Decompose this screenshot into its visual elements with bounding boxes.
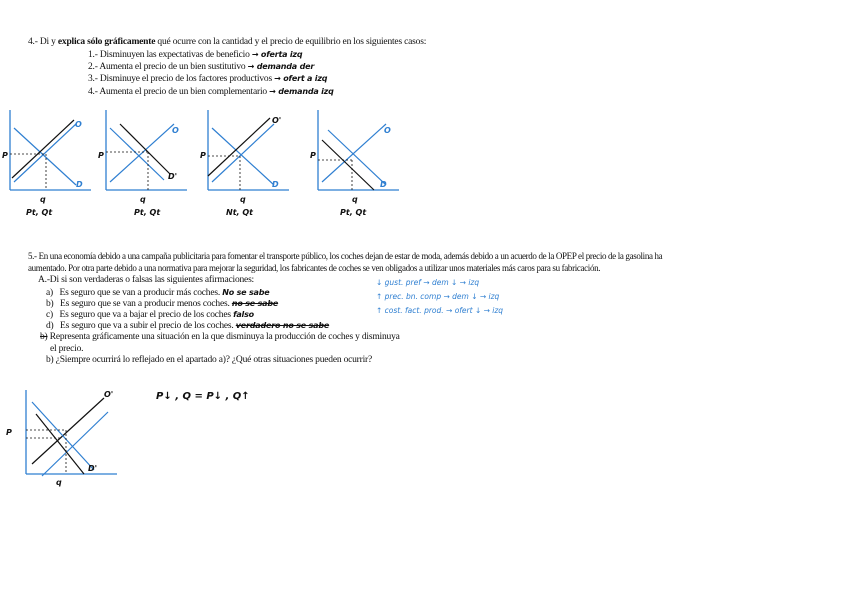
q4-item-2: 2.- Aumenta el precio de un bien sustitutivo → demanda der [88, 62, 315, 72]
q4-item-4: 4.- Aumenta el precio de un bien complementario → demanda izq [88, 87, 334, 97]
g1-o-label: O [75, 120, 82, 129]
g3-o-prime-label: O' [272, 116, 282, 125]
q4-item-3: 3.- Disminuye el precio de los factores productivos → ofert a izq [88, 74, 328, 84]
supply-demand-graph-2 [102, 110, 192, 205]
q5-part-b: b) Representa gráficamente una situación en la que disminuya la producción de coches y disminuya [40, 332, 400, 342]
g1-p-label: P [2, 151, 8, 160]
g2-d-prime-label: D' [168, 172, 178, 181]
q5-side-note-2: ↑ prec. bn. comp → dem ↓ → izq [376, 292, 500, 301]
g2-p-label: P [98, 151, 104, 160]
q5-paragraph-line-2: aumentado. Por otra parte debido a una normativa para mejorar la seguridad, los fabricantes de coches se ven obligados a utilizar unos materiales más caros para su fabricación. [28, 263, 601, 273]
q5-paragraph-line-1: 5.- En una economía debido a una campaña publicitaria para fomentar el transporte público, los coches dejan de estar de moda, además debido a un acuerdo de la OPEP el precio de la gasolina ha [28, 251, 663, 261]
g1-q-label: q [40, 195, 46, 204]
g2-result: Pt, Qt [134, 208, 161, 217]
q5-answer-note: P↓ , Q = P↓ , Q↑ [156, 391, 250, 402]
g4-d-label: D [380, 180, 387, 189]
supply-demand-graph-5 [22, 390, 132, 485]
g5-p-label: P [6, 428, 12, 437]
g2-q-label: q [140, 195, 146, 204]
g2-o-label: O [172, 126, 179, 135]
g4-o-label: O [384, 126, 391, 135]
g3-p-label: P [200, 151, 206, 160]
q4-note-4: → demanda izq [269, 87, 334, 96]
q4-heading: 4.- Di y explica sólo gráficamente qué ocurre con la cantidad y el precio de equilibrio en los siguientes casos: [28, 37, 427, 47]
q5-statement-d: d) Es seguro que va a subir el precio de los coches. verdadero no se sabe [46, 321, 330, 331]
g4-q-label: q [352, 195, 358, 204]
q4-note-1: → oferta izq [251, 50, 303, 59]
g3-result: Nt, Qt [226, 208, 253, 217]
q4-item-1: 1.- Disminuyen las expectativas de beneficio → oferta izq [88, 50, 303, 60]
q5-statement-a: a) Es seguro que se van a producir más coches. No se sabe [46, 288, 270, 298]
g1-d-label: D [76, 180, 83, 189]
q4-note-3: → ofert a izq [274, 74, 328, 83]
q5-part-b-question: b) ¿Siempre ocurrirá lo reflejado en el apartado a)? ¿Qué otras situaciones pueden ocurrir? [46, 355, 373, 365]
g4-result: Pt, Qt [340, 208, 367, 217]
q4-note-2: → demanda der [247, 62, 315, 71]
g4-p-label: P [310, 151, 316, 160]
g5-q-label: q [56, 478, 62, 487]
supply-demand-graph-4 [314, 110, 404, 205]
supply-demand-graph-1 [6, 110, 96, 205]
g1-result: Pt, Qt [26, 208, 53, 217]
q5-statement-b: b) Es seguro que se van a producir menos coches. no se sabe [46, 299, 279, 309]
q5-statement-c: c) Es seguro que va a bajar el precio de los coches falso [46, 310, 254, 320]
q5-part-b-line-2: el precio. [50, 344, 84, 354]
q5-part-a-heading: A.-Di si son verdaderas o falsas las siguientes afirmaciones: [38, 275, 254, 285]
q5-side-note-3: ↑ cost. fact. prod. → ofert ↓ → izq [376, 306, 504, 315]
g5-d-prime-label: D' [88, 464, 98, 473]
g5-o-prime-label: O' [104, 390, 114, 399]
g3-d-label: D [272, 180, 279, 189]
g3-q-label: q [240, 195, 246, 204]
q5-side-note-1: ↓ gust. pref → dem ↓ → izq [376, 278, 480, 287]
